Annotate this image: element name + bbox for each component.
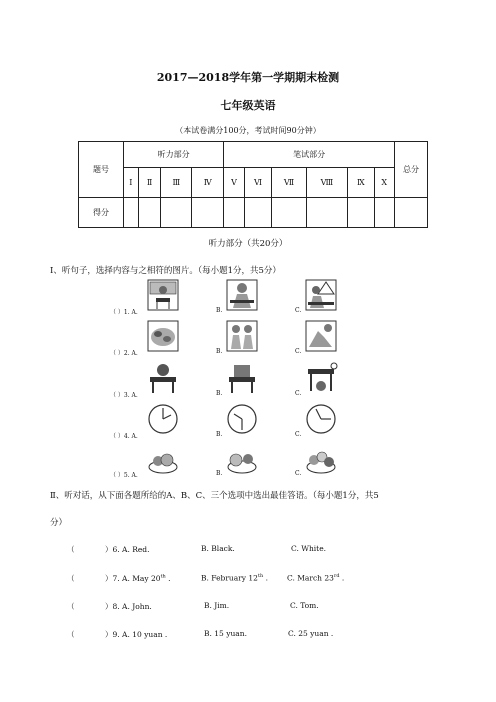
option-c-label: C.	[295, 470, 302, 477]
option-c: C. March 23rd .	[287, 573, 345, 583]
listening-label: 听力部分	[124, 142, 224, 168]
option-c: C. Tom.	[290, 601, 319, 610]
question-number: （ ）3. A.	[110, 392, 138, 399]
score-cell[interactable]	[306, 198, 347, 228]
clock-icon[interactable]	[146, 402, 180, 436]
option-a: ）6. A. Red.	[105, 545, 150, 554]
option-a: ）8. A. John.	[105, 602, 152, 611]
numeral-cell: Ⅰ	[124, 168, 139, 198]
ball-on-table-image[interactable]	[146, 361, 180, 395]
activity-image[interactable]	[304, 319, 338, 353]
numeral-cell: Ⅱ	[138, 168, 161, 198]
exam-title: 2017—2018学年第一学期期末检测	[156, 71, 340, 84]
numeral-cell: Ⅹ	[374, 168, 394, 198]
score-cell[interactable]	[395, 198, 428, 228]
option-b: B. February 12th .	[201, 573, 268, 583]
option-b-label: B.	[216, 348, 223, 355]
option-c-label: C.	[295, 431, 302, 438]
option-b-label: B.	[216, 431, 223, 438]
numeral-cell: Ⅸ	[348, 168, 374, 198]
classroom-image[interactable]	[146, 278, 180, 312]
clock-icon[interactable]	[304, 402, 338, 436]
part2-instruction: Ⅱ、听对话，从下面各题所给的A、B、C、三个选项中选出最佳答语。（每小题1分，共5	[50, 491, 379, 501]
option-b: B. Jim.	[204, 601, 230, 610]
answer-paren[interactable]: （	[67, 545, 75, 554]
question-number: （ ）5. A.	[110, 472, 138, 479]
question-number: （ ）2. A.	[110, 350, 138, 357]
row-header: 题号	[79, 142, 124, 198]
fruit-image[interactable]	[225, 443, 259, 477]
writing-label: 笔试部分	[224, 142, 395, 168]
box-on-table-image[interactable]	[225, 361, 259, 395]
option-b: B. Black.	[201, 544, 235, 553]
numeral-cell: Ⅵ	[244, 168, 271, 198]
option-c-label: C.	[295, 390, 302, 397]
numeral-cell: Ⅴ	[224, 168, 245, 198]
question-number: （ ）4. A.	[110, 433, 138, 440]
option-a: ）7. A. May 20th .	[105, 573, 171, 583]
score-cell[interactable]	[374, 198, 394, 228]
score-cell[interactable]	[138, 198, 161, 228]
option-c-label: C.	[295, 307, 302, 314]
fruit-image[interactable]	[304, 443, 338, 477]
option-b-label: B.	[216, 307, 223, 314]
exam-note: （本试卷满分100分，考试时间90分钟）	[175, 126, 321, 135]
part2-instruction-cont: 分）	[50, 518, 68, 528]
fruit-image[interactable]	[146, 443, 180, 477]
score-cell[interactable]	[161, 198, 192, 228]
numeral-cell: Ⅳ	[192, 168, 224, 198]
listening-section-title: 听力部分（共20分）	[208, 239, 288, 249]
total-label: 总分	[395, 142, 428, 198]
option-b-label: B.	[216, 390, 223, 397]
answer-paren[interactable]: （	[67, 602, 75, 611]
score-cell[interactable]	[272, 198, 306, 228]
numeral-cell: Ⅲ	[161, 168, 192, 198]
score-cell[interactable]	[124, 198, 139, 228]
score-label: 得分	[79, 198, 124, 228]
reading-image[interactable]	[304, 278, 338, 312]
answer-paren[interactable]: （	[67, 630, 75, 639]
option-a: ）9. A. 10 yuan .	[105, 630, 168, 639]
option-b: B. 15 yuan.	[204, 629, 247, 638]
clock-icon[interactable]	[225, 402, 259, 436]
score-cell[interactable]	[244, 198, 271, 228]
grade-title: 七年级英语	[220, 99, 276, 112]
score-cell[interactable]	[224, 198, 245, 228]
score-cell[interactable]	[348, 198, 374, 228]
question-number: （ ）1. A.	[110, 309, 138, 316]
option-c-label: C.	[295, 348, 302, 355]
student-desk-image[interactable]	[225, 278, 259, 312]
score-cell[interactable]	[192, 198, 224, 228]
score-table	[78, 141, 428, 228]
numeral-cell: Ⅶ	[272, 168, 306, 198]
option-c: C. White.	[291, 544, 327, 553]
food-image[interactable]	[146, 319, 180, 353]
ball-under-table-image[interactable]	[304, 361, 338, 395]
option-c: C. 25 yuan .	[288, 629, 334, 638]
numeral-cell: Ⅷ	[306, 168, 347, 198]
people-image[interactable]	[225, 319, 259, 353]
option-b-label: B.	[216, 470, 223, 477]
answer-paren[interactable]: （	[67, 574, 75, 583]
part1-instruction: Ⅰ、听句子，选择内容与之相符的图片。（每小题1分，共5分）	[50, 266, 281, 276]
